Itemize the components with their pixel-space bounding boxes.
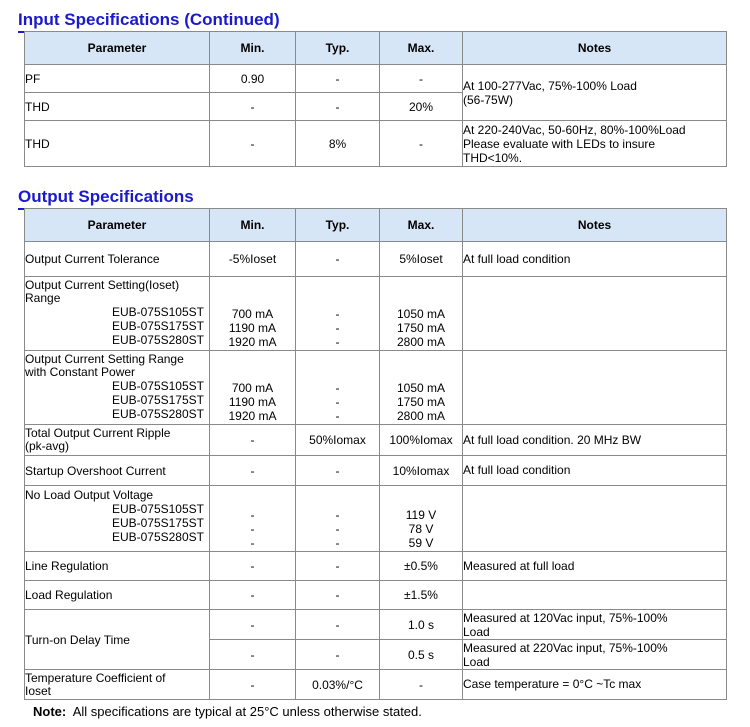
param-pf: PF bbox=[25, 65, 210, 93]
param-tolerance: Output Current Tolerance bbox=[25, 242, 210, 277]
header-typ: Typ. bbox=[296, 32, 380, 65]
cell-notes bbox=[463, 351, 727, 425]
cell-typ: - - - bbox=[296, 351, 380, 425]
cell-max: 0.5 s bbox=[380, 640, 463, 670]
param-thd: THD bbox=[25, 93, 210, 121]
table-row bbox=[25, 610, 727, 640]
footer-note bbox=[33, 704, 422, 719]
table-row bbox=[25, 486, 727, 552]
cell-min: - bbox=[210, 581, 296, 610]
cell-notes: Case temperature = 0°C ~Tc max bbox=[463, 670, 727, 700]
cell-typ: - bbox=[296, 65, 380, 93]
output-section-title: Output Specifications bbox=[18, 187, 194, 207]
cell-min: -5%Ioset bbox=[210, 242, 296, 277]
cell-min: - bbox=[210, 425, 296, 456]
cell-max: - bbox=[380, 121, 463, 167]
cell-max: 10%Iomax bbox=[380, 456, 463, 486]
header-notes: Notes bbox=[463, 32, 727, 65]
table-row bbox=[25, 242, 727, 277]
cell-min: - - - bbox=[210, 486, 296, 552]
cell-notes bbox=[463, 486, 727, 552]
cell-min: 0.90 bbox=[210, 65, 296, 93]
table-row bbox=[25, 351, 727, 425]
table-row bbox=[25, 456, 727, 486]
param-load-reg: Load Regulation bbox=[25, 581, 210, 610]
footer-note-label: Note: bbox=[33, 704, 67, 719]
table-row bbox=[25, 552, 727, 581]
cell-max: 100%Iomax bbox=[380, 425, 463, 456]
cell-min: - bbox=[210, 456, 296, 486]
cell-max: - bbox=[380, 670, 463, 700]
header-typ: Typ. bbox=[296, 209, 380, 242]
cell-min: - bbox=[210, 670, 296, 700]
table-header-row bbox=[25, 209, 727, 242]
header-notes: Notes bbox=[463, 209, 727, 242]
header-min: Min. bbox=[210, 209, 296, 242]
cell-notes: Measured at 120Vac input, 75%-100% Load bbox=[463, 610, 727, 640]
cell-min: 700 mA 1190 mA 1920 mA bbox=[210, 277, 296, 351]
param-no-load: No Load Output Voltage EUB-075S105ST EUB-075S175ST EUB-075S280ST bbox=[25, 486, 210, 552]
header-parameter: Parameter bbox=[25, 209, 210, 242]
cell-typ: - bbox=[296, 456, 380, 486]
cell-max: ±0.5% bbox=[380, 552, 463, 581]
cell-max: 20% bbox=[380, 93, 463, 121]
cell-min: - bbox=[210, 121, 296, 167]
param-ripple: Total Output Current Ripple (pk-avg) bbox=[25, 425, 210, 456]
cell-max: 1050 mA 1750 mA 2800 mA bbox=[380, 277, 463, 351]
table-row bbox=[25, 425, 727, 456]
cell-notes: At full load condition bbox=[463, 456, 727, 486]
cell-typ: 50%Iomax bbox=[296, 425, 380, 456]
cell-min: 700 mA 1190 mA 1920 mA bbox=[210, 351, 296, 425]
cell-max: 1050 mA 1750 mA 2800 mA bbox=[380, 351, 463, 425]
table-row bbox=[25, 65, 727, 93]
cell-notes: At full load condition. 20 MHz BW bbox=[463, 425, 727, 456]
param-temp-coef: Temperature Coefficient of Ioset bbox=[25, 670, 210, 700]
cell-max: 1.0 s bbox=[380, 610, 463, 640]
cell-typ: - - - bbox=[296, 486, 380, 552]
cell-typ: - bbox=[296, 610, 380, 640]
table-header-row bbox=[25, 32, 727, 65]
input-section-title: Input Specifications (Continued) bbox=[18, 10, 280, 30]
cell-notes: Measured at 220Vac input, 75%-100% Load bbox=[463, 640, 727, 670]
cell-notes: At full load condition bbox=[463, 242, 727, 277]
table-row bbox=[25, 277, 727, 351]
param-thd-2: THD bbox=[25, 121, 210, 167]
cell-notes: Measured at full load bbox=[463, 552, 727, 581]
output-spec-table bbox=[24, 208, 727, 700]
cell-typ: - - - bbox=[296, 277, 380, 351]
param-setting-range: Output Current Setting(Ioset) Range EUB-075S105ST EUB-075S175ST EUB-075S280ST bbox=[25, 277, 210, 351]
cell-typ: - bbox=[296, 640, 380, 670]
cell-typ: - bbox=[296, 93, 380, 121]
param-constant-power: Output Current Setting Range with Constant Power EUB-075S105ST EUB-075S175ST EUB-075S280ST bbox=[25, 351, 210, 425]
notes-pf-thd: At 100-277Vac, 75%-100% Load (56-75W) bbox=[463, 65, 727, 121]
cell-notes bbox=[463, 581, 727, 610]
param-line-reg: Line Regulation bbox=[25, 552, 210, 581]
param-overshoot: Startup Overshoot Current bbox=[25, 456, 210, 486]
cell-max: 119 V 78 V 59 V bbox=[380, 486, 463, 552]
table-row bbox=[25, 121, 727, 167]
cell-typ: 0.03%/°C bbox=[296, 670, 380, 700]
footer-note-text: All specifications are typical at 25°C unless otherwise stated. bbox=[72, 704, 422, 719]
cell-min: - bbox=[210, 640, 296, 670]
cell-max: 5%Ioset bbox=[380, 242, 463, 277]
cell-typ: 8% bbox=[296, 121, 380, 167]
cell-min: - bbox=[210, 610, 296, 640]
header-max: Max. bbox=[380, 209, 463, 242]
cell-notes bbox=[463, 277, 727, 351]
cell-typ: - bbox=[296, 552, 380, 581]
param-turn-on: Turn-on Delay Time bbox=[25, 610, 210, 670]
cell-typ: - bbox=[296, 242, 380, 277]
cell-min: - bbox=[210, 552, 296, 581]
header-parameter: Parameter bbox=[25, 32, 210, 65]
cell-typ: - bbox=[296, 581, 380, 610]
notes-thd-2: At 220-240Vac, 50-60Hz, 80%-100%Load Please evaluate with LEDs to insure THD<10%. bbox=[463, 121, 727, 167]
input-spec-table bbox=[24, 31, 727, 167]
cell-min: - bbox=[210, 93, 296, 121]
header-min: Min. bbox=[210, 32, 296, 65]
cell-max: ±1.5% bbox=[380, 581, 463, 610]
cell-max: - bbox=[380, 65, 463, 93]
table-row bbox=[25, 581, 727, 610]
header-max: Max. bbox=[380, 32, 463, 65]
table-row bbox=[25, 670, 727, 700]
